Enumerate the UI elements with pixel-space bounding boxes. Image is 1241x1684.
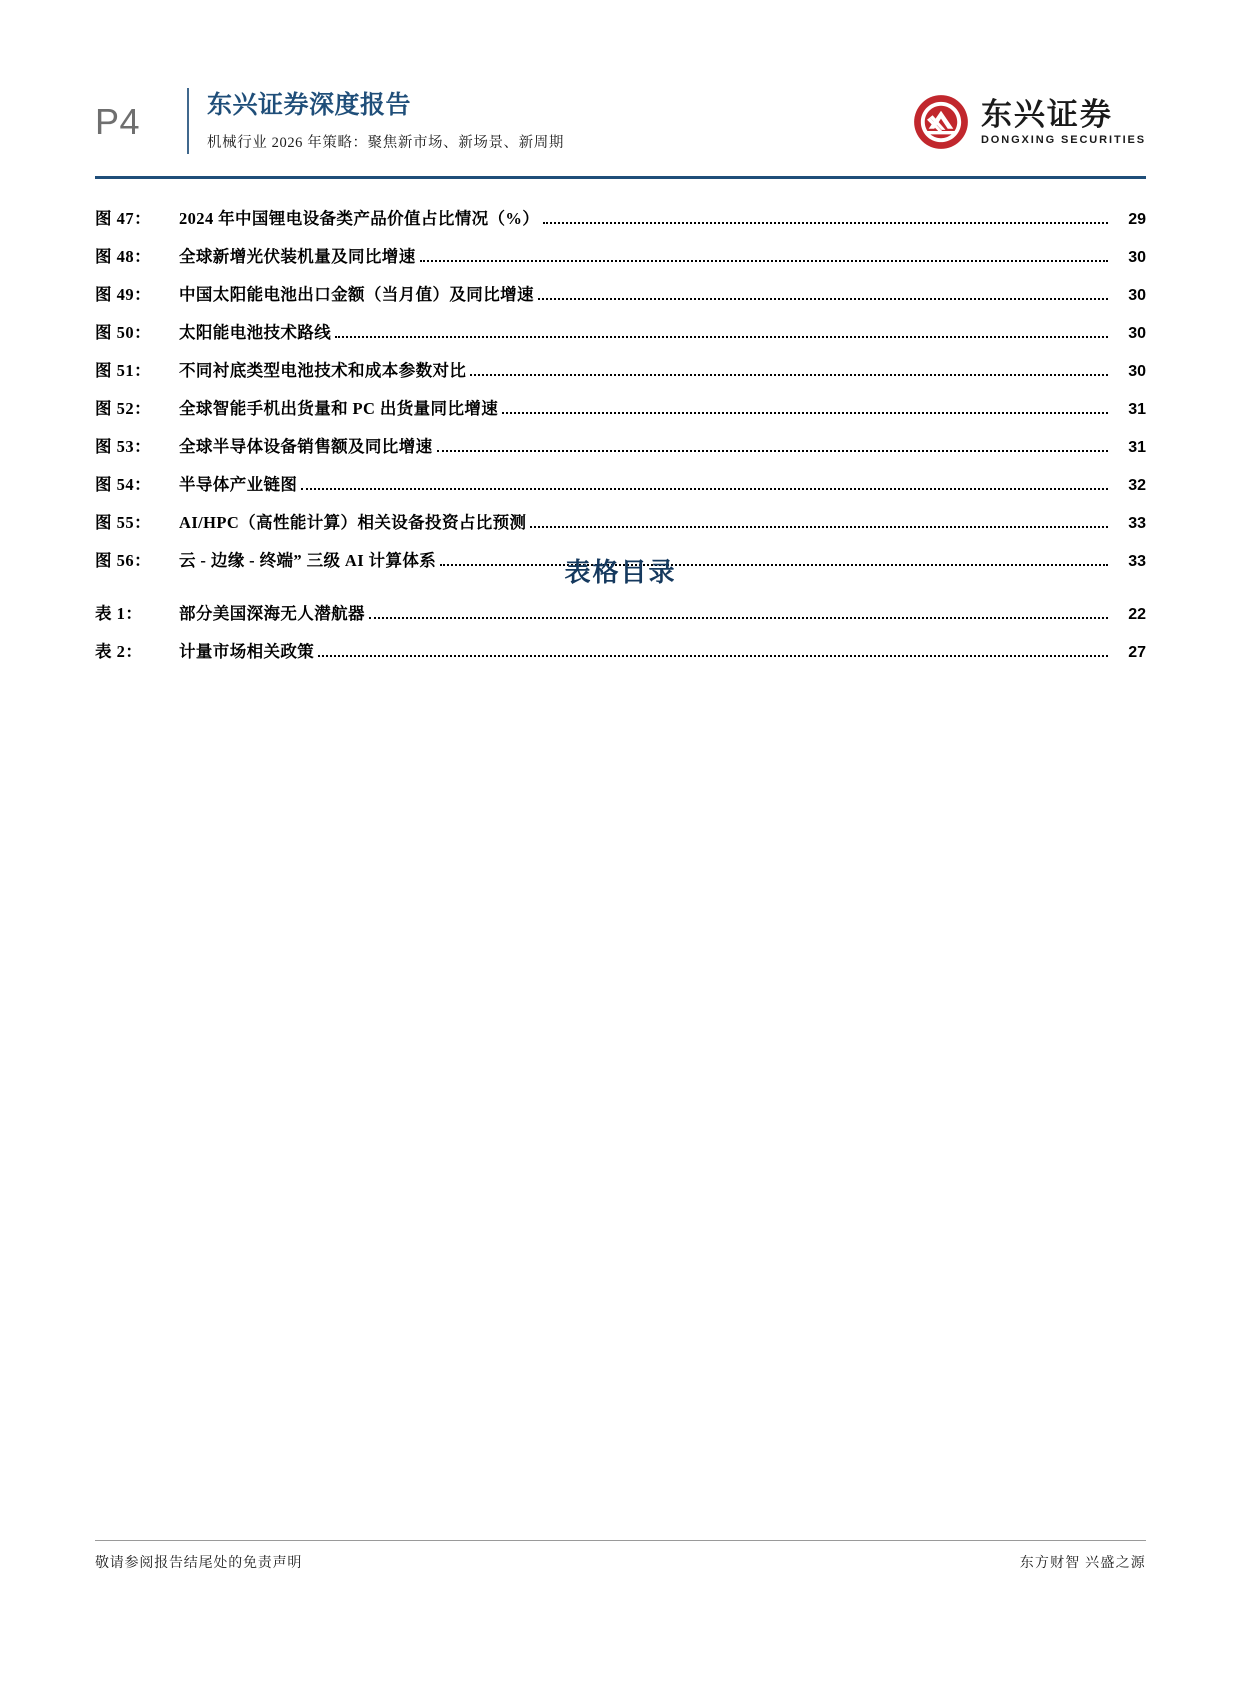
entry-label: 图 47： xyxy=(95,209,152,228)
header-vertical-divider xyxy=(187,88,189,154)
header-title-group xyxy=(207,88,564,158)
footer-slogan: 东方财智 兴盛之源 xyxy=(1019,1556,1146,1571)
entry-page-number: 30 xyxy=(1128,325,1146,342)
entry-title: 计量市场相关政策 xyxy=(179,642,315,661)
table-list-heading: 表格目录 xyxy=(564,557,677,587)
entry-label: 图 50： xyxy=(95,323,152,342)
dot-leader xyxy=(502,411,1108,414)
entry-title: 部分美国深海无人潜航器 xyxy=(179,604,365,623)
entry-title: 全球新增光伏装机量及同比增速 xyxy=(179,247,416,266)
entry-title: 全球半导体设备销售额及同比增速 xyxy=(179,437,433,456)
dot-leader xyxy=(530,525,1108,528)
entry-label: 图 48： xyxy=(95,247,152,266)
entry-label: 图 53： xyxy=(95,437,152,456)
dot-leader xyxy=(543,221,1108,224)
entry-page-number: 32 xyxy=(1128,477,1146,494)
list-item[interactable] xyxy=(95,205,1146,243)
header-horizontal-rule xyxy=(95,176,1146,179)
dot-leader xyxy=(538,297,1108,300)
table-list xyxy=(95,600,1146,676)
entry-page-number: 30 xyxy=(1128,287,1146,304)
entry-label: 图 56： xyxy=(95,551,152,570)
entry-page-number: 22 xyxy=(1128,606,1146,623)
dot-leader xyxy=(420,259,1108,262)
list-item[interactable] xyxy=(95,638,1146,676)
page-header xyxy=(95,88,1146,164)
dot-leader xyxy=(318,654,1108,657)
logo-name-cn: 东兴证券 xyxy=(980,96,1113,132)
entry-page-number: 31 xyxy=(1128,439,1146,456)
header-left-group xyxy=(95,88,564,158)
company-logo xyxy=(913,94,1146,150)
list-item[interactable] xyxy=(95,243,1146,281)
entry-label: 表 1： xyxy=(95,604,143,623)
entry-page-number: 33 xyxy=(1128,553,1146,570)
footer-disclaimer: 敬请参阅报告结尾处的免责声明 xyxy=(95,1556,303,1571)
dot-leader xyxy=(335,335,1108,338)
entry-page-number: 33 xyxy=(1128,515,1146,532)
entry-label: 表 2： xyxy=(95,642,143,661)
entry-label: 图 49： xyxy=(95,285,152,304)
page-footer xyxy=(95,1552,1146,1572)
report-subtitle: 机械行业 2026 年策略：聚焦新市场、新场景、新周期 xyxy=(207,135,564,152)
entry-label: 图 51： xyxy=(95,361,152,380)
entry-page-number: 30 xyxy=(1128,363,1146,380)
entry-label: 图 55： xyxy=(95,513,152,532)
dongxing-circle-logo-icon xyxy=(913,94,969,150)
list-item[interactable] xyxy=(95,319,1146,357)
page-marker: P4 xyxy=(95,101,141,142)
list-item[interactable] xyxy=(95,600,1146,638)
report-title: 东兴证券深度报告 xyxy=(207,91,412,119)
logo-name-en: DONGXING SECURITIES xyxy=(980,133,1146,146)
list-item[interactable] xyxy=(95,357,1146,395)
entry-title: AI/HPC（高性能计算）相关设备投资占比预测 xyxy=(179,513,527,532)
entry-page-number: 29 xyxy=(1128,211,1146,228)
entry-title: 2024 年中国锂电设备类产品价值占比情况（%） xyxy=(179,209,540,228)
entry-label: 图 52： xyxy=(95,399,152,418)
entry-title: 半导体产业链图 xyxy=(179,475,298,494)
list-item[interactable] xyxy=(95,281,1146,319)
entry-page-number: 31 xyxy=(1128,401,1146,418)
dot-leader xyxy=(470,373,1108,376)
dot-leader xyxy=(437,449,1109,452)
entry-title: 太阳能电池技术路线 xyxy=(179,323,332,342)
entry-page-number: 30 xyxy=(1128,249,1146,266)
entry-label: 图 54： xyxy=(95,475,152,494)
dot-leader xyxy=(369,616,1108,619)
list-item[interactable] xyxy=(95,471,1146,509)
footer-horizontal-rule xyxy=(95,1540,1146,1541)
list-item[interactable] xyxy=(95,509,1146,547)
entry-title: 中国太阳能电池出口金额（当月值）及同比增速 xyxy=(179,285,534,304)
entry-title: 云 - 边缘 - 终端” 三级 AI 计算体系 xyxy=(179,551,437,570)
logo-text-group xyxy=(980,96,1146,146)
list-item[interactable] xyxy=(95,395,1146,433)
dot-leader xyxy=(301,487,1108,490)
entry-title: 不同衬底类型电池技术和成本参数对比 xyxy=(179,361,467,380)
list-item[interactable] xyxy=(95,433,1146,471)
entry-title: 全球智能手机出货量和 PC 出货量同比增速 xyxy=(179,399,499,418)
figure-list xyxy=(95,205,1146,585)
entry-page-number: 27 xyxy=(1128,644,1146,661)
